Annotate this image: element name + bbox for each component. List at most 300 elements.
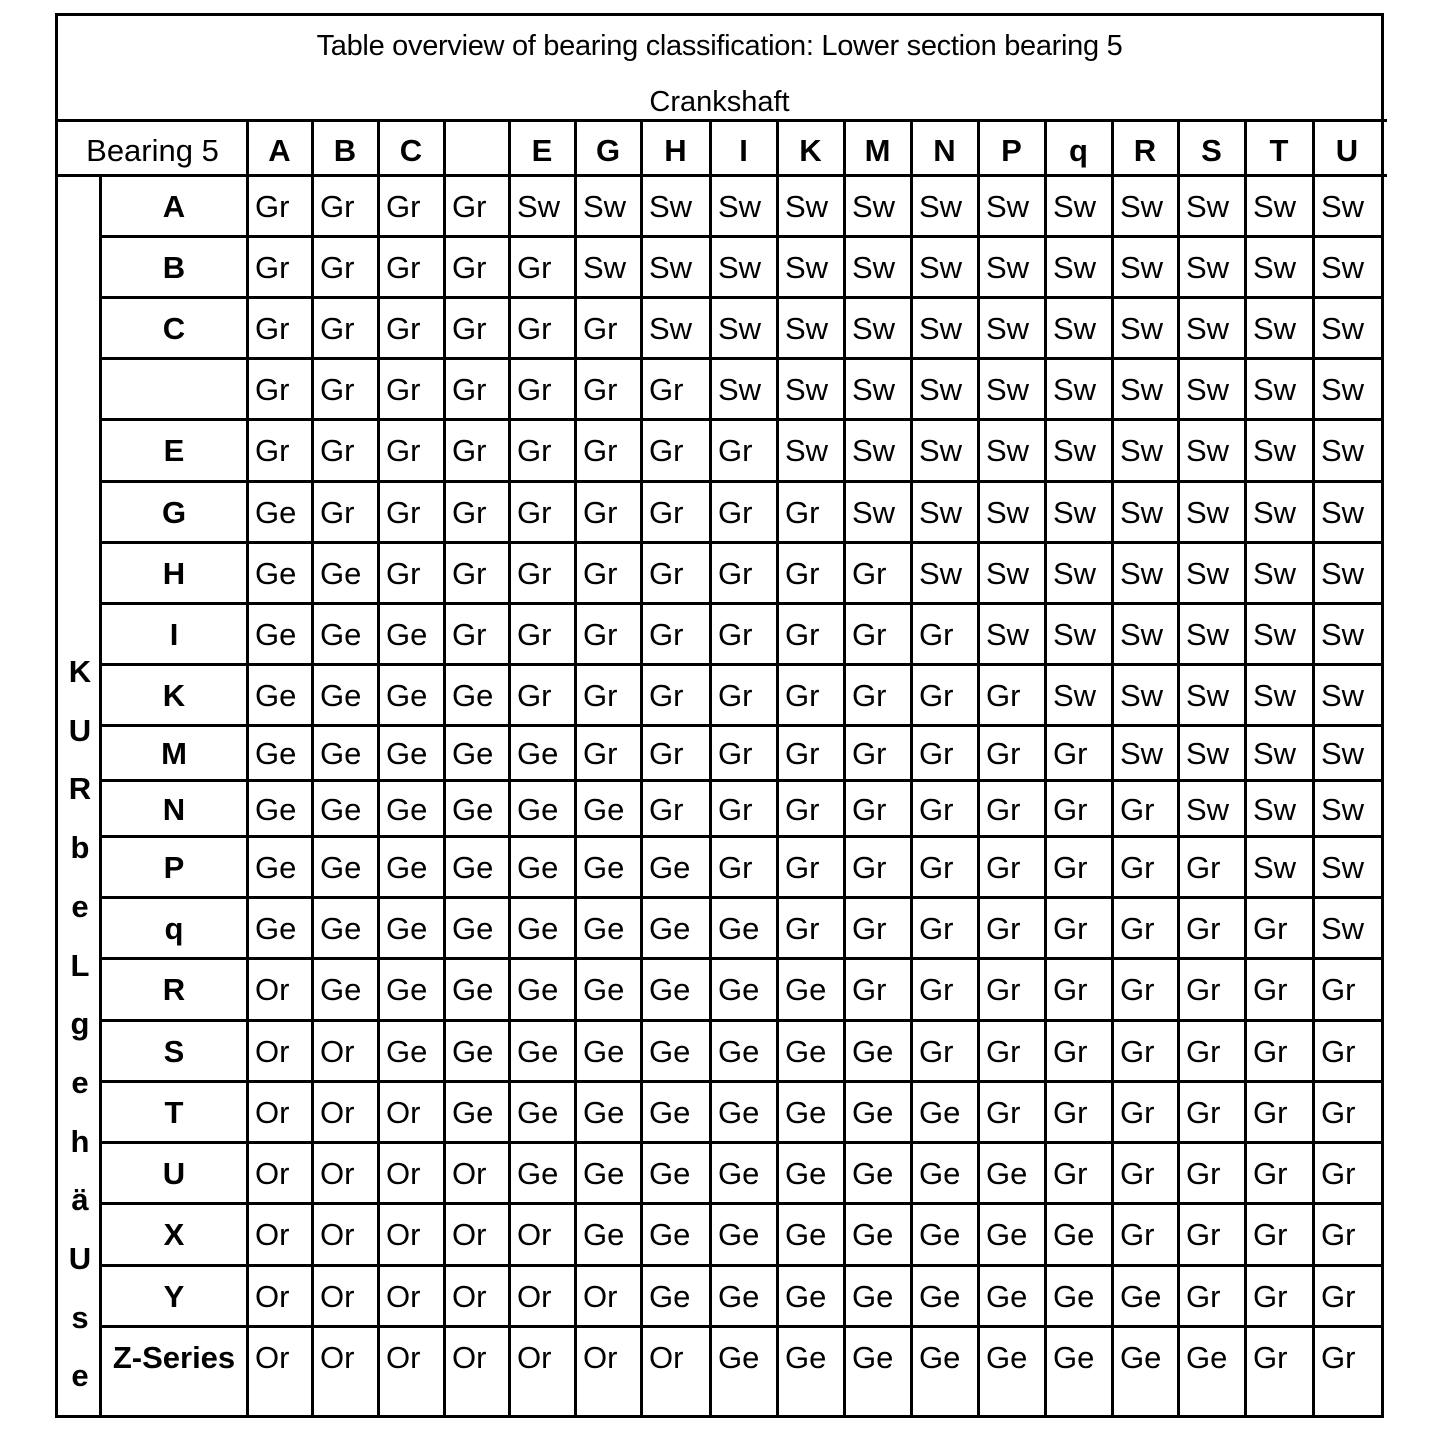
table-cell: Sw [1120, 433, 1164, 468]
table-cell: Ge [986, 1279, 1028, 1314]
side-label-char: K [68, 654, 92, 689]
side-label-char: R [68, 771, 92, 807]
table-cell: Sw [1253, 850, 1297, 885]
table-cell: Gr [1321, 1034, 1356, 1069]
table-cell: Ge [986, 1156, 1028, 1191]
table-cell: Ge [517, 1095, 559, 1130]
table-cell: Gr [986, 678, 1021, 713]
table-cell: Sw [1120, 556, 1164, 591]
table-cell: Ge [320, 792, 362, 827]
table-cell: Sw [1120, 250, 1164, 285]
table-cell: Sw [1253, 250, 1297, 285]
table-cell: Or [255, 1156, 290, 1191]
table-cell: Sw [1253, 736, 1297, 771]
row-header: S [163, 1034, 185, 1069]
column-header: H [664, 133, 687, 168]
row-header: Y [163, 1279, 185, 1314]
side-label-char: b [70, 830, 90, 866]
table-cell: Ge [649, 1156, 691, 1191]
table-cell: Ge [986, 1340, 1028, 1375]
table-cell: Gr [1186, 1217, 1221, 1252]
table-cell: Ge [718, 1279, 760, 1314]
table-cell: Sw [718, 311, 762, 346]
row-header: X [163, 1217, 185, 1252]
side-label-char: g [70, 1006, 90, 1042]
classification-table [55, 13, 1384, 1418]
table-cell: Ge [452, 972, 494, 1007]
table-cell: Gr [1253, 1156, 1288, 1191]
column-header: U [1335, 133, 1359, 168]
table-cell: Gr [852, 617, 887, 652]
table-cell: Gr [649, 556, 684, 591]
table-cell: Gr [517, 311, 552, 346]
table-cell: Sw [1186, 736, 1230, 771]
column-header: T [1269, 133, 1289, 168]
column-header: G [595, 133, 621, 168]
table-cell: Sw [852, 495, 896, 530]
table-cell: Gr [1253, 1034, 1288, 1069]
table-cell: Sw [1321, 736, 1365, 771]
table-cell: Gr [517, 495, 552, 530]
table-cell: Gr [452, 372, 487, 407]
table-cell: Sw [919, 495, 963, 530]
table-cell: Ge [583, 1217, 625, 1252]
table-cell: Gr [1053, 972, 1088, 1007]
table-cell: Ge [452, 1095, 494, 1130]
table-cell: Ge [649, 1095, 691, 1130]
table-cell: Gr [386, 250, 421, 285]
table-cell: Gr [718, 850, 753, 885]
column-header: R [1133, 133, 1157, 168]
table-cell: Gr [986, 1034, 1021, 1069]
table-cell: Gr [1120, 911, 1155, 946]
table-cell: Sw [852, 372, 896, 407]
table-cell: Ge [1053, 1340, 1095, 1375]
table-cell: Gr [919, 617, 954, 652]
table-cell: Gr [919, 850, 954, 885]
table-cell: Sw [986, 372, 1030, 407]
table-cell: Gr [919, 678, 954, 713]
table-cell: Or [386, 1279, 421, 1314]
table-cell: Gr [718, 736, 753, 771]
column-header: B [333, 133, 357, 168]
table-cell: Gr [1053, 792, 1088, 827]
table-cell: Gr [718, 792, 753, 827]
table-cell: Gr [517, 433, 552, 468]
table-cell: Or [320, 1034, 355, 1069]
table-cell: Ge [649, 911, 691, 946]
table-cell: Or [255, 1217, 290, 1252]
table-cell: Sw [1186, 372, 1230, 407]
table-cell: Ge [649, 1279, 691, 1314]
table-cell: Gr [1321, 1340, 1356, 1375]
table-cell: Ge [517, 850, 559, 885]
table-cell: Sw [986, 495, 1030, 530]
table-cell: Or [452, 1217, 487, 1252]
table-cell: Gr [919, 792, 954, 827]
table-cell: Sw [1186, 617, 1230, 652]
row-header: q [164, 911, 184, 946]
table-cell: Sw [1321, 850, 1365, 885]
column-header: M [864, 133, 891, 168]
table-cell: Gr [452, 311, 487, 346]
table-cell: Gr [785, 678, 820, 713]
table-cell: Sw [718, 372, 762, 407]
side-label-char: U [68, 1241, 92, 1276]
table-cell: Gr [649, 495, 684, 530]
table-cell: Gr [255, 433, 290, 468]
table-cell: Or [517, 1340, 552, 1375]
table-cell: Gr [785, 850, 820, 885]
table-cell: Or [320, 1095, 355, 1130]
table-cell: Gr [320, 189, 355, 224]
table-cell: Gr [718, 556, 753, 591]
table-cell: Ge [320, 617, 362, 652]
table-cell: Or [386, 1340, 421, 1375]
table-cell: Ge [255, 556, 297, 591]
table-cell: Ge [320, 556, 362, 591]
table-cell: Sw [1321, 372, 1365, 407]
table-cell: Gr [1120, 972, 1155, 1007]
table-cell: Ge [852, 1095, 894, 1130]
table-cell: Ge [452, 792, 494, 827]
table-cell: Gr [255, 189, 290, 224]
table-cell: Gr [852, 556, 887, 591]
table-cell: Ge [320, 850, 362, 885]
table-cell: Gr [919, 1034, 954, 1069]
table-cell: Ge [386, 792, 428, 827]
table-cell: Gr [386, 495, 421, 530]
table-cell: Gr [852, 792, 887, 827]
table-cell: Ge [517, 1156, 559, 1191]
table-cell: Gr [1186, 1034, 1221, 1069]
table-cell: Ge [649, 850, 691, 885]
table-cell: Ge [649, 972, 691, 1007]
table-cell: Gr [1120, 1156, 1155, 1191]
table-cell: Or [583, 1279, 618, 1314]
table-cell: Gr [1321, 1279, 1356, 1314]
table-cell: Gr [986, 850, 1021, 885]
table-cell: Gr [1253, 1279, 1288, 1314]
table-cell: Ge [919, 1279, 961, 1314]
table-cell: Sw [1253, 311, 1297, 346]
table-cell: Gr [583, 617, 618, 652]
table-cell: Gr [583, 372, 618, 407]
side-label-char: s [71, 1299, 89, 1335]
table-cell: Ge [1120, 1340, 1162, 1375]
table-cell: Gr [986, 736, 1021, 771]
table-cell: Gr [649, 736, 684, 771]
table-cell: Sw [517, 189, 561, 224]
row-header: A [162, 189, 186, 224]
table-cell: Gr [852, 972, 887, 1007]
table-cell: Gr [852, 736, 887, 771]
table-cell: Sw [919, 311, 963, 346]
table-cell: Gr [386, 311, 421, 346]
table-cell: Sw [986, 617, 1030, 652]
table-cell: Ge [452, 678, 494, 713]
table-cell: Ge [785, 1279, 827, 1314]
table-cell: Ge [852, 1279, 894, 1314]
table-cell: Sw [1053, 433, 1097, 468]
table-cell: Or [583, 1340, 618, 1375]
table-cell: Gr [517, 250, 552, 285]
table-cell: Gr [785, 495, 820, 530]
table-cell: Or [452, 1340, 487, 1375]
table-cell: Sw [986, 556, 1030, 591]
table-cell: Ge [452, 850, 494, 885]
table-cell: Ge [255, 911, 297, 946]
table-cell: Gr [452, 495, 487, 530]
table-cell: Sw [1253, 678, 1297, 713]
table-cell: Gr [1321, 972, 1356, 1007]
table-cell: Or [386, 1217, 421, 1252]
table-cell: Sw [919, 433, 963, 468]
table-cell: Sw [1321, 433, 1365, 468]
table-cell: Gr [785, 556, 820, 591]
table-cell: Ge [386, 736, 428, 771]
column-header: K [799, 133, 822, 168]
table-cell: Ge [785, 1156, 827, 1191]
side-label-char: e [71, 888, 89, 924]
table-cell: Or [255, 1095, 290, 1130]
table-cell: Gr [1321, 1095, 1356, 1130]
row-header: C [162, 311, 186, 346]
table-cell: Gr [320, 433, 355, 468]
table-cell: Ge [320, 972, 362, 1007]
table-cell: Or [255, 1034, 290, 1069]
table-cell: Ge [583, 1034, 625, 1069]
table-cell: Gr [255, 250, 290, 285]
table-cell: Gr [452, 433, 487, 468]
table-cell: Sw [1053, 250, 1097, 285]
table-cell: Gr [852, 850, 887, 885]
table-cell: Sw [1253, 495, 1297, 530]
table-cell: Ge [386, 617, 428, 652]
table-cell: Gr [1120, 1095, 1155, 1130]
table-cell: Sw [1053, 372, 1097, 407]
table-cell: Sw [852, 189, 896, 224]
table-cell: Sw [649, 250, 693, 285]
table-cell: Gr [517, 556, 552, 591]
table-cell: Gr [1053, 911, 1088, 946]
table-cell: Ge [386, 911, 428, 946]
table-cell: Gr [452, 250, 487, 285]
table-cell: Ge [255, 736, 297, 771]
table-cell: Ge [320, 736, 362, 771]
table-cell: Ge [852, 1340, 894, 1375]
column-header: P [1001, 133, 1022, 168]
table-cell: Ge [785, 1034, 827, 1069]
table-cell: Gr [1321, 1156, 1356, 1191]
table-cell: Sw [1321, 250, 1365, 285]
row-header: Z-Series [112, 1340, 236, 1375]
table-cell: Ge [583, 1095, 625, 1130]
table-cell: Ge [583, 1156, 625, 1191]
table-cell: Gr [649, 617, 684, 652]
table-cell: Ge [1120, 1279, 1162, 1314]
table-cell: Sw [986, 250, 1030, 285]
table-cell: Or [386, 1156, 421, 1191]
table-cell: Sw [1053, 189, 1097, 224]
table-cell: Sw [1186, 678, 1230, 713]
table-cell: Ge [718, 1095, 760, 1130]
table-cell: Gr [1053, 736, 1088, 771]
table-cell: Gr [255, 372, 290, 407]
table-cell: Sw [1321, 311, 1365, 346]
table-cell: Gr [1186, 972, 1221, 1007]
table-cell: Gr [1186, 1095, 1221, 1130]
table-cell: Ge [718, 972, 760, 1007]
table-cell: Ge [919, 1217, 961, 1252]
side-label-char: ä [71, 1182, 89, 1218]
table-cell: Gr [1253, 1340, 1288, 1375]
row-header: U [162, 1156, 186, 1191]
table-cell: Or [452, 1279, 487, 1314]
table-cell: Sw [1186, 311, 1230, 346]
table-cell: Ge [1053, 1217, 1095, 1252]
table-cell: Gr [649, 792, 684, 827]
table-cell: Sw [1253, 556, 1297, 591]
table-cell: Ge [986, 1217, 1028, 1252]
table-cell: Gr [583, 678, 618, 713]
table-cell: Gr [583, 495, 618, 530]
column-header [444, 121, 509, 176]
table-cell: Or [517, 1279, 552, 1314]
table-cell: Sw [1120, 311, 1164, 346]
table-cell: Gr [1120, 1217, 1155, 1252]
table-cell: Sw [1321, 495, 1365, 530]
table-cell: Ge [517, 1034, 559, 1069]
table-cell: Sw [1321, 911, 1365, 946]
table-cell: Sw [1053, 556, 1097, 591]
side-label-char: e [71, 1358, 89, 1394]
table-cell: Ge [718, 1340, 760, 1375]
table-cell: Gr [1253, 972, 1288, 1007]
row-header: P [163, 850, 185, 885]
table-cell: Ge [517, 736, 559, 771]
table-cell: Ge [255, 678, 297, 713]
table-cell: Ge [255, 792, 297, 827]
table-cell: Sw [1120, 617, 1164, 652]
table-cell: Gr [785, 911, 820, 946]
table-cell: Gr [583, 433, 618, 468]
table-cell: Gr [718, 617, 753, 652]
table-cell: Gr [649, 372, 684, 407]
table-cell: Ge [386, 972, 428, 1007]
table-cell: Ge [583, 792, 625, 827]
table-cell: Gr [320, 311, 355, 346]
table-cell: Sw [1120, 372, 1164, 407]
table-cell: Sw [852, 433, 896, 468]
table-cell: Gr [1053, 1095, 1088, 1130]
table-cell: Or [320, 1156, 355, 1191]
table-cell: Ge [452, 736, 494, 771]
table-cell: Sw [1321, 617, 1365, 652]
table-cell: Or [517, 1217, 552, 1252]
table-cell: Gr [785, 617, 820, 652]
row-header: N [162, 792, 186, 827]
table-cell: Gr [452, 556, 487, 591]
row-header: R [162, 972, 186, 1007]
table-cell: Gr [852, 911, 887, 946]
table-cell: Sw [919, 250, 963, 285]
column-header: S [1201, 133, 1222, 168]
table-cell: Sw [1186, 556, 1230, 591]
table-cell: Ge [852, 1217, 894, 1252]
table-cell: Gr [1186, 911, 1221, 946]
table-cell: Or [452, 1156, 487, 1191]
table-cell: Gr [386, 556, 421, 591]
row-header: T [164, 1095, 184, 1130]
table-cell: Sw [919, 189, 963, 224]
table-cell: Or [386, 1095, 421, 1130]
table-cell: Ge [718, 1217, 760, 1252]
table-cell: Sw [583, 250, 627, 285]
table-cell: Ge [919, 1095, 961, 1130]
table-cell: Ge [386, 678, 428, 713]
table-cell: Sw [986, 311, 1030, 346]
table-cell: Sw [986, 189, 1030, 224]
table-cell: Gr [1321, 1217, 1356, 1252]
table-cell: Sw [1053, 678, 1097, 713]
table-cell: Gr [386, 433, 421, 468]
table-cell: Or [320, 1279, 355, 1314]
table-cell: Ge [852, 1156, 894, 1191]
table-cell: Or [255, 1340, 290, 1375]
table-cell: Sw [785, 372, 829, 407]
table-cell: Sw [1053, 495, 1097, 530]
table-cell: Gr [852, 678, 887, 713]
table-cell: Gr [919, 736, 954, 771]
table-cell: Sw [785, 189, 829, 224]
table-cell: Sw [1186, 250, 1230, 285]
table-cell: Ge [320, 911, 362, 946]
column-header: A [268, 133, 291, 168]
table-cell: Gr [583, 736, 618, 771]
table-cell: Sw [919, 372, 963, 407]
side-label-char: e [71, 1064, 89, 1100]
table-cell: Ge [255, 617, 297, 652]
table-cell: Sw [1253, 617, 1297, 652]
table-cell: Or [320, 1217, 355, 1252]
table-cell: Ge [785, 1340, 827, 1375]
table-cell: Gr [386, 189, 421, 224]
table-cell: Gr [718, 678, 753, 713]
table-cell: Sw [1253, 433, 1297, 468]
table-cell: Gr [1253, 1217, 1288, 1252]
table-cell: Sw [785, 433, 829, 468]
table-cell: Ge [583, 911, 625, 946]
table-cell: Gr [986, 1095, 1021, 1130]
table-cell: Ge [255, 495, 297, 530]
table-cell: Ge [583, 850, 625, 885]
table-cell: Sw [1120, 495, 1164, 530]
table-cell: Gr [583, 556, 618, 591]
table-cell: Sw [1253, 372, 1297, 407]
table-cell: Sw [1321, 556, 1365, 591]
table-cell: Ge [517, 911, 559, 946]
table-cell: Gr [517, 617, 552, 652]
table-cell: Sw [852, 311, 896, 346]
table-cell: Sw [718, 189, 762, 224]
column-header: q [1069, 133, 1088, 168]
table-cell: Gr [986, 792, 1021, 827]
table-cell: Ge [718, 1034, 760, 1069]
table-cell: Sw [1321, 678, 1365, 713]
table-cell: Sw [649, 311, 693, 346]
table-cell: Ge [919, 1156, 961, 1191]
